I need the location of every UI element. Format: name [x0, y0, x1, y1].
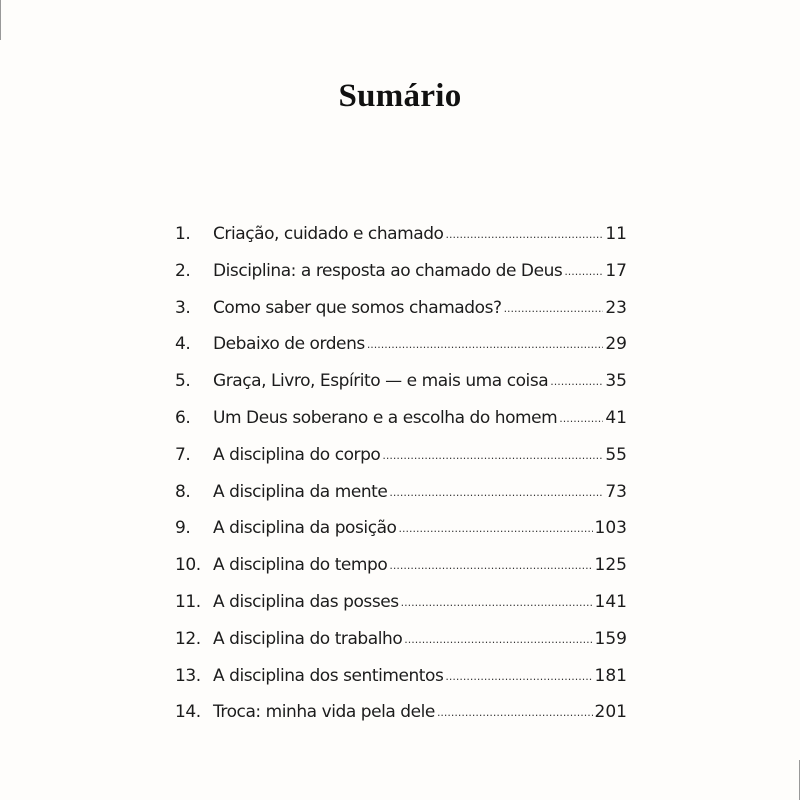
entry-number: 5.: [175, 371, 191, 392]
toc-entry: [175, 445, 627, 482]
entry-number: 7.: [175, 444, 191, 465]
entry-number: 13.: [175, 665, 201, 686]
entry-number: 14.: [175, 702, 201, 723]
toc-entry: [175, 298, 627, 335]
entry-page: 17: [605, 260, 627, 281]
toc-entry: [175, 224, 627, 261]
dot-leader: [404, 633, 592, 646]
entry-title: A disciplina do trabalho: [213, 628, 403, 649]
entry-page: 141: [594, 591, 627, 612]
toc-entry: [175, 702, 627, 739]
entry-page: 11: [605, 224, 627, 244]
table-of-contents: [175, 224, 627, 739]
entry-page: 201: [594, 702, 627, 723]
entry-title: A disciplina do tempo: [213, 555, 388, 576]
dot-leader: [382, 449, 603, 462]
entry-title: Debaixo de ordens: [213, 334, 365, 355]
toc-entry: [175, 371, 627, 408]
entry-number: 11.: [175, 591, 201, 612]
entry-number: 2.: [175, 260, 191, 281]
entry-title: Criação, cuidado e chamado: [213, 224, 444, 244]
dot-leader: [445, 670, 592, 683]
dot-leader: [401, 596, 593, 609]
entry-page: 103: [594, 518, 627, 539]
toc-entry: [175, 629, 627, 666]
crop-mark: [793, 760, 800, 800]
entry-title: A disciplina do corpo: [213, 444, 381, 465]
toc-entry: [175, 666, 627, 703]
entry-number: 1.: [175, 224, 191, 244]
entry-page: 23: [605, 297, 627, 318]
entry-page: 125: [594, 555, 627, 576]
toc-entry: [175, 334, 627, 371]
toc-entry: [175, 555, 627, 592]
entry-page: 29: [605, 334, 627, 355]
entry-title: Como saber que somos chamados?: [213, 297, 502, 318]
dot-leader: [446, 228, 604, 241]
entry-number: 3.: [175, 297, 191, 318]
dot-leader: [437, 706, 593, 719]
entry-title: A disciplina das posses: [213, 591, 399, 612]
entry-number: 9.: [175, 518, 191, 539]
entry-page: 55: [605, 444, 627, 465]
entry-number: 12.: [175, 628, 201, 649]
page-title: Sumário: [338, 78, 462, 114]
crop-mark: [0, 0, 7, 40]
entry-number: 4.: [175, 334, 191, 355]
dot-leader: [550, 375, 603, 388]
entry-title: A disciplina da posição: [213, 518, 397, 539]
entry-page: 35: [605, 371, 627, 392]
dot-leader: [367, 338, 604, 351]
entry-title: A disciplina dos sentimentos: [213, 665, 444, 686]
entry-number: 10.: [175, 555, 201, 576]
entry-title: Disciplina: a resposta ao chamado de Deus: [213, 260, 563, 281]
entry-title: A disciplina da mente: [213, 481, 388, 502]
entry-page: 41: [605, 407, 627, 428]
toc-entry: [175, 518, 627, 555]
entry-title: Troca: minha vida pela dele: [213, 702, 435, 723]
dot-leader: [389, 559, 592, 572]
dot-leader: [504, 302, 604, 315]
entry-page: 159: [594, 628, 627, 649]
dot-leader: [399, 522, 593, 535]
dot-leader: [389, 486, 603, 499]
toc-entry: [175, 592, 627, 629]
entry-page: 73: [605, 481, 627, 502]
dot-leader: [559, 412, 603, 425]
entry-number: 8.: [175, 481, 191, 502]
toc-entry: [175, 261, 627, 298]
entry-title: Graça, Livro, Espírito — e mais uma coisa: [213, 371, 549, 392]
entry-title: Um Deus soberano e a escolha do homem: [213, 407, 558, 428]
toc-entry: [175, 408, 627, 445]
entry-page: 181: [594, 665, 627, 686]
entry-number: 6.: [175, 407, 191, 428]
toc-entry: [175, 482, 627, 519]
dot-leader: [564, 265, 603, 278]
